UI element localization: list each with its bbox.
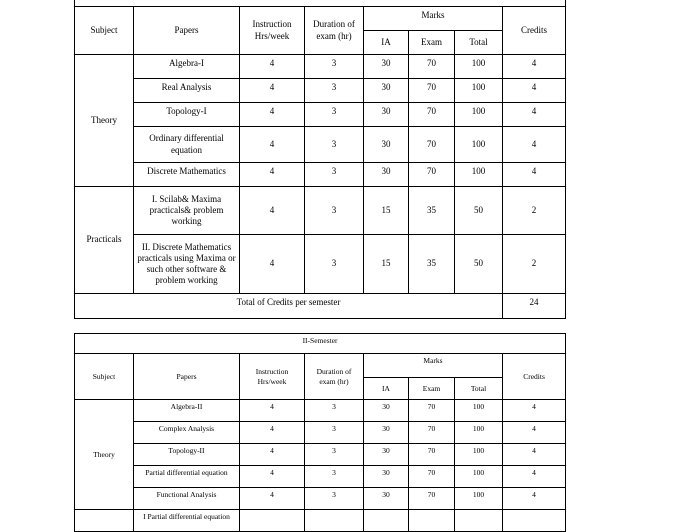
- duration-cell: 3: [305, 444, 364, 466]
- table-row: [75, 79, 566, 103]
- instruction-cell: 4: [240, 422, 305, 444]
- table-row: [75, 55, 566, 79]
- duration-cell: [305, 510, 364, 532]
- total-cell: 100: [455, 103, 503, 127]
- subject-header: Subject: [75, 354, 134, 400]
- exam-header: Exam: [409, 31, 455, 55]
- total-cell: 100: [455, 422, 503, 444]
- credits-cell: 4: [503, 488, 566, 510]
- paper-cell: Ordinary differential equation: [134, 127, 240, 163]
- credits-cell: 4: [503, 163, 566, 187]
- credits-cell: 4: [503, 55, 566, 79]
- ia-cell: 30: [364, 444, 409, 466]
- theory-label: Theory: [75, 400, 134, 510]
- credits-header: Credits: [503, 7, 566, 55]
- instruction-cell: 4: [240, 466, 305, 488]
- subject-header: Subject: [75, 7, 134, 55]
- duration-header: Duration of exam (hr): [305, 7, 364, 55]
- duration-cell: 3: [305, 103, 364, 127]
- total-cell: [455, 510, 503, 532]
- ia-header: IA: [364, 378, 409, 400]
- credits-cell: [503, 510, 566, 532]
- credits-header: Credits: [503, 354, 566, 400]
- paper-cell: Algebra-I: [134, 55, 240, 79]
- papers-header: Papers: [134, 7, 240, 55]
- table-row: [75, 235, 566, 294]
- duration-cell: 3: [305, 466, 364, 488]
- paper-cell: Real Analysis: [134, 79, 240, 103]
- exam-cell: 70: [409, 103, 455, 127]
- exam-cell: [409, 510, 455, 532]
- instruction-cell: 4: [240, 127, 305, 163]
- ia-cell: 30: [364, 127, 409, 163]
- credits-cell: 4: [503, 444, 566, 466]
- credits-cell: 4: [503, 466, 566, 488]
- total-cell: 100: [455, 55, 503, 79]
- credits-cell: 4: [503, 400, 566, 422]
- papers-header: Papers: [134, 354, 240, 400]
- instruction-cell: [240, 510, 305, 532]
- total-row: [75, 294, 566, 319]
- exam-cell: 70: [409, 79, 455, 103]
- instruction-cell: 4: [240, 187, 305, 235]
- ia-cell: 30: [364, 466, 409, 488]
- duration-cell: 3: [305, 488, 364, 510]
- duration-cell: 3: [305, 163, 364, 187]
- duration-cell: 3: [305, 187, 364, 235]
- ia-cell: 30: [364, 79, 409, 103]
- total-cell: 100: [455, 163, 503, 187]
- semester-title: II-Semester: [75, 334, 566, 354]
- theory-label: Theory: [75, 55, 134, 187]
- instruction-cell: 4: [240, 163, 305, 187]
- paper-cell: Topology-II: [134, 444, 240, 466]
- paper-cell: Topology-I: [134, 103, 240, 127]
- exam-cell: 70: [409, 127, 455, 163]
- instruction-cell: 4: [240, 79, 305, 103]
- total-header: Total: [455, 378, 503, 400]
- exam-cell: 70: [409, 444, 455, 466]
- duration-cell: 3: [305, 235, 364, 294]
- table-row: [75, 488, 566, 510]
- instruction-cell: 4: [240, 444, 305, 466]
- total-cell: 100: [455, 444, 503, 466]
- exam-cell: 70: [409, 163, 455, 187]
- total-cell: 100: [455, 127, 503, 163]
- paper-cell: I Partial differential equation: [134, 510, 240, 532]
- ia-cell: 30: [364, 422, 409, 444]
- total-cell: 100: [455, 466, 503, 488]
- ia-cell: 30: [364, 103, 409, 127]
- paper-cell: Complex Analysis: [134, 422, 240, 444]
- duration-cell: 3: [305, 400, 364, 422]
- table-row: [75, 400, 566, 422]
- instruction-cell: 4: [240, 235, 305, 294]
- exam-cell: 70: [409, 400, 455, 422]
- paper-cell: II. Discrete Mathematics practicals using Maxima or such other software & problem working: [134, 235, 240, 294]
- paper-cell: Functional Analysis: [134, 488, 240, 510]
- table-row: [75, 422, 566, 444]
- table-row: [75, 127, 566, 163]
- ia-cell: 15: [364, 235, 409, 294]
- paper-cell: Algebra-II: [134, 400, 240, 422]
- total-cell: 50: [455, 235, 503, 294]
- total-cell: 100: [455, 488, 503, 510]
- exam-cell: 70: [409, 488, 455, 510]
- credits-cell: 4: [503, 127, 566, 163]
- exam-cell: 70: [409, 422, 455, 444]
- semester-2-table: [74, 333, 566, 532]
- table-row: [75, 103, 566, 127]
- subject-cell: [75, 510, 134, 532]
- paper-cell: Partial differential equation: [134, 466, 240, 488]
- instruction-header: Instruction Hrs/week: [240, 354, 305, 400]
- duration-cell: 3: [305, 127, 364, 163]
- ia-cell: 30: [364, 163, 409, 187]
- ia-cell: 30: [364, 55, 409, 79]
- total-cell: 100: [455, 79, 503, 103]
- credits-cell: 4: [503, 103, 566, 127]
- instruction-cell: 4: [240, 103, 305, 127]
- total-cell: 50: [455, 187, 503, 235]
- ia-cell: 15: [364, 187, 409, 235]
- duration-cell: 3: [305, 55, 364, 79]
- instruction-cell: 4: [240, 400, 305, 422]
- instruction-cell: 4: [240, 488, 305, 510]
- semester-1-table: [74, 0, 566, 319]
- duration-cell: 3: [305, 422, 364, 444]
- credits-cell: 2: [503, 187, 566, 235]
- table-row: [75, 466, 566, 488]
- marks-header: Marks: [364, 7, 503, 31]
- duration-header: Duration of exam (hr): [305, 354, 364, 400]
- total-cell: 100: [455, 400, 503, 422]
- total-credits-value: 24: [503, 294, 566, 319]
- exam-cell: 70: [409, 55, 455, 79]
- credits-cell: 2: [503, 235, 566, 294]
- table-row: [75, 163, 566, 187]
- exam-header: Exam: [409, 378, 455, 400]
- ia-cell: [364, 510, 409, 532]
- practicals-label: Practicals: [75, 187, 134, 294]
- ia-header: IA: [364, 31, 409, 55]
- table-row: [75, 444, 566, 466]
- table-row: [75, 510, 566, 532]
- credits-cell: 4: [503, 422, 566, 444]
- instruction-cell: 4: [240, 55, 305, 79]
- paper-cell: Discrete Mathematics: [134, 163, 240, 187]
- exam-cell: 35: [409, 187, 455, 235]
- ia-cell: 30: [364, 400, 409, 422]
- credits-cell: 4: [503, 79, 566, 103]
- ia-cell: 30: [364, 488, 409, 510]
- total-header: Total: [455, 31, 503, 55]
- duration-cell: 3: [305, 79, 364, 103]
- marks-header: Marks: [364, 354, 503, 378]
- instruction-header: Instruction Hrs/week: [240, 7, 305, 55]
- paper-cell: I. Scilab& Maxima practicals& problem working: [134, 187, 240, 235]
- exam-cell: 70: [409, 466, 455, 488]
- exam-cell: 35: [409, 235, 455, 294]
- total-credits-label: Total of Credits per semester: [75, 294, 503, 319]
- table-row: [75, 187, 566, 235]
